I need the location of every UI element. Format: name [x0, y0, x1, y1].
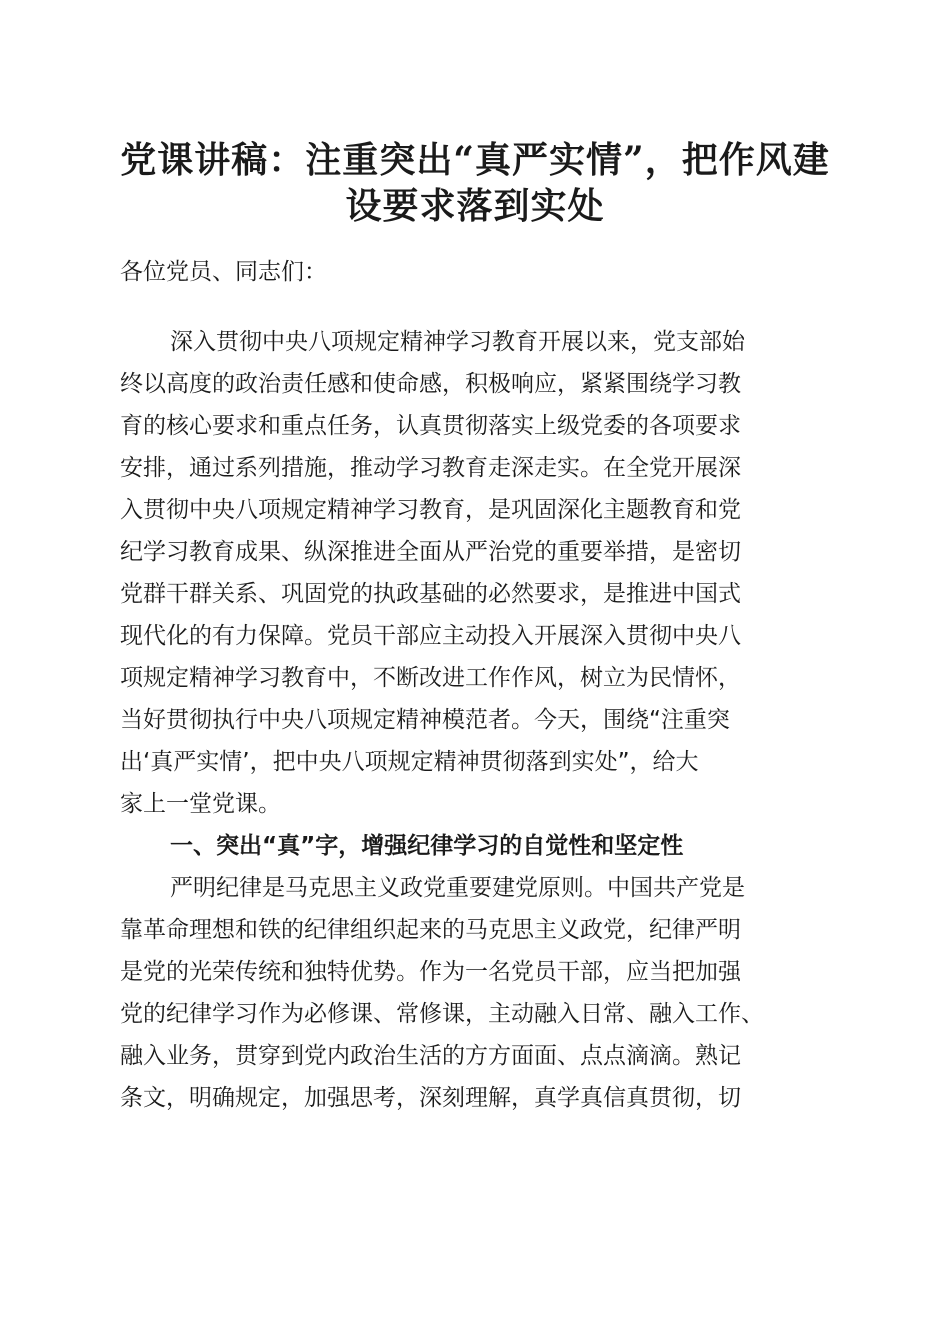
section-1-heading: 一、突出“真”字，增强纪律学习的自觉性和坚定性 [170, 833, 684, 859]
paragraph-1-line: 当好贯彻执行中央八项规定精神模范者。今天，围绕“注重突 [120, 707, 730, 733]
paragraph-2-line: 严明纪律是马克思主义政党重要建党原则。中国共产党是 [170, 875, 745, 901]
paragraph-1-line: 家上一堂党课。 [120, 791, 281, 817]
document-title-line-2: 设要求落到实处 [345, 185, 605, 227]
document-title-line-1: 党课讲稿：注重突出“真严实情”，把作风建 [120, 139, 830, 181]
paragraph-1-line: 入贯彻中央八项规定精神学习教育，是巩固深化主题教育和党 [120, 497, 741, 523]
paragraph-1-line: 项规定精神学习教育中，不断改进工作作风，树立为民情怀， [120, 665, 741, 691]
paragraph-2-line: 条文，明确规定，加强思考，深刻理解，真学真信真贯彻，切 [120, 1085, 741, 1111]
paragraph-1-line: 安排，通过系列措施，推动学习教育走深走实。在全党开展深 [120, 455, 741, 481]
paragraph-1-line: 现代化的有力保障。党员干部应主动投入开展深入贯彻中央八 [120, 623, 741, 649]
paragraph-1-line: 深入贯彻中央八项规定精神学习教育开展以来，党支部始 [170, 329, 745, 355]
paragraph-2-line: 党的纪律学习作为必修课、常修课，主动融入日常、融入工作、 [120, 1001, 764, 1027]
salutation: 各位党员、同志们： [120, 259, 327, 285]
paragraph-1-line: 终以高度的政治责任感和使命感，积极响应，紧紧围绕学习教 [120, 371, 741, 397]
paragraph-1-line: 育的核心要求和重点任务，认真贯彻落实上级党委的各项要求 [120, 413, 741, 439]
paragraph-2-line: 融入业务，贯穿到党内政治生活的方方面面、点点滴滴。熟记 [120, 1043, 741, 1069]
paragraph-1-line: 党群干群关系、巩固党的执政基础的必然要求，是推进中国式 [120, 581, 741, 607]
paragraph-1-line: 纪学习教育成果、纵深推进全面从严治党的重要举措，是密切 [120, 539, 741, 565]
paragraph-2-line: 靠革命理想和铁的纪律组织起来的马克思主义政党，纪律严明 [120, 917, 741, 943]
paragraph-2-line: 是党的光荣传统和独特优势。作为一名党员干部，应当把加强 [120, 959, 741, 985]
paragraph-1-line: 出‘真严实情’，把中央八项规定精神贯彻落到实处”，给大 [120, 749, 699, 775]
